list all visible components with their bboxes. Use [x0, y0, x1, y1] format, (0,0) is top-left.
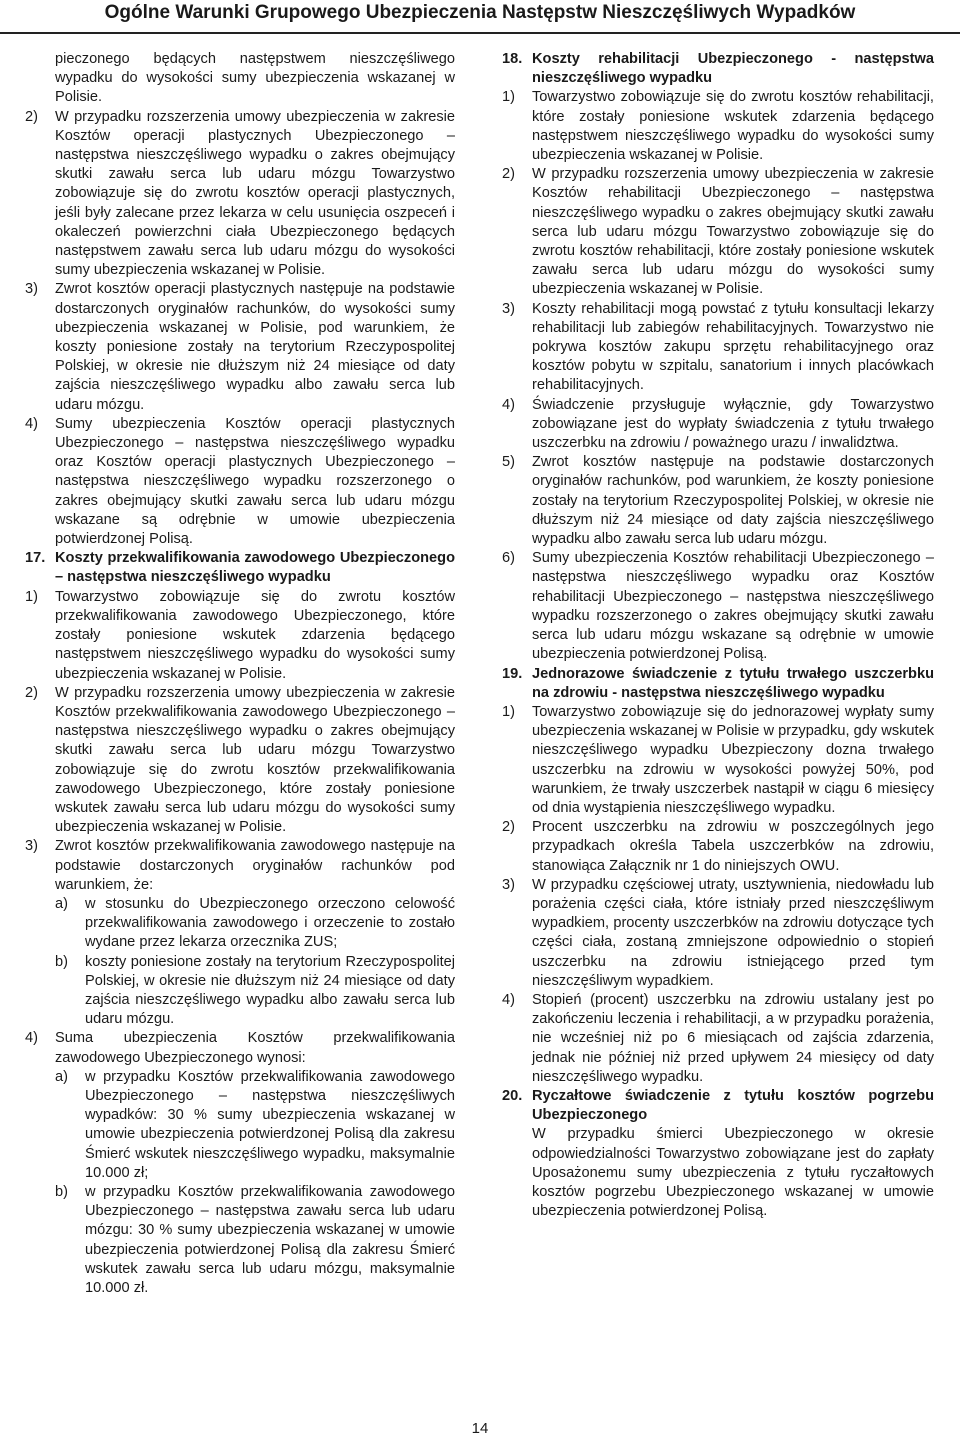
- sub-item-letter: a): [55, 895, 68, 912]
- list-item: [502, 991, 934, 1087]
- item-text: Stopień (procent) uszczerbku na zdrowiu ustalany jest po zakończeniu leczenia i rehabilitacji, a w przypadku porażenia, nie wcześniej niż po 6 miesiącach od zajścia zdarzenia, jednak nie później niż przed upływem 24 miesięcy od daty nieszczęśliwego wypadku.: [532, 991, 934, 1085]
- item-number: 5): [502, 454, 515, 471]
- sub-item: [55, 953, 455, 1030]
- item-number: 2): [502, 819, 515, 836]
- item-text: W przypadku częściowej utraty, usztywnienia, niedowładu lub porażenia części ciała, które istniały przed nieszczęśliwym wypadkiem, procenty uszczerbków na zdrowiu dotyczące tych części ciała, zostaną zmniejszone odpowiednio o stopień uszczerbku na zdrowiu istniejącego przed tym nieszczęśliwym wypadkiem.: [532, 876, 934, 989]
- section-heading: [25, 549, 455, 587]
- list-item: [25, 108, 455, 281]
- item-number: 2): [25, 108, 38, 125]
- left-column: [25, 50, 455, 1298]
- list-item: [502, 88, 934, 165]
- item-text: Suma ubezpieczenia Kosztów przekwalifikowania zawodowego Ubezpieczonego wynosi:: [55, 1030, 455, 1066]
- item-text: Towarzystwo zobowiązuje się do jednorazowej wypłaty sumy ubezpieczenia wskazanej w Polisie w przypadku, gdy wskutek nieszczęśliwego wypadku Ubezpieczony dozna trwałego uszczerbku na zdrowiu w wysokości powyżej 50%, pod warunkiem, że trwały uszczerbek nastąpił w ciągu 6 miesięcy od dnia wystąpienia nieszczęśliwego wypadku.: [532, 703, 934, 816]
- item-number: 3): [25, 281, 38, 298]
- sub-item-text: w przypadku Kosztów przekwalifikowania zawodowego Ubezpieczonego – następstwa nieszczęśliwych wypadków: 30 % sumy ubezpieczenia wskazanej w umowie ubezpieczenia potwierdzonej Polisą dla zakresu Śmierć wskutek nieszczęśliwego wypadku, maksymalnie 10.000 zł;: [85, 1068, 455, 1181]
- item-text: Świadczenie przysługuje wyłącznie, gdy Towarzystwo zobowiązane jest do wypłaty świadczenia z tytułu trwałego uszczerbku na zdrowiu / poważnego urazu / inwalidztwa.: [532, 396, 934, 452]
- item-text: W przypadku rozszerzenia umowy ubezpieczenia w zakresie Kosztów przekwalifikowania zawodowego Ubezpieczonego – następstwa nieszczęśliwego wypadku o zakres obejmujący skutki zawału serca lub udaru mózgu Towarzystwo zobowiązuje się do zwrotu kosztów przekwalifikowania zawodowego Ubezpieczonego, które zostały poniesione wskutek zawału serca lub udaru mózgu do wysokości sumy ubezpieczenia wskazanej w Polisie.: [55, 684, 455, 836]
- sub-item: [55, 1183, 455, 1298]
- sub-item-text: w przypadku Kosztów przekwalifikowania zawodowego Ubezpieczonego – następstwa zawału serca lub udaru mózgu: 30 % sumy ubezpieczenia wskazanej w umowie ubezpieczenia potwierdzonej Polisą dla zakresu Śmierć wskutek zawału serca lub udaru mózgu, maksymalnie 10.000 zł.: [85, 1183, 455, 1296]
- item-text: Zwrot kosztów przekwalifikowania zawodowego następuje na podstawie dostarczonych oryginałów rachunków pod warunkiem, że:: [55, 838, 455, 893]
- list-item: [502, 818, 934, 876]
- section-heading: [502, 50, 934, 88]
- list-item: [502, 876, 934, 991]
- item-text: Towarzystwo zobowiązuje się do zwrotu kosztów rehabilitacji, które zostały poniesione wskutek zdarzenia będącego następstwem nieszczęśliwego wypadku do wysokości sumy ubezpieczenia wskazanej w Polisie.: [532, 89, 934, 164]
- sub-item: [55, 895, 455, 953]
- list-item: [502, 453, 934, 549]
- item-text: Towarzystwo zobowiązuje się do zwrotu kosztów przekwalifikowania zawodowego Ubezpieczonego, które zostały poniesione wskutek zdarzenia będącego następstwem nieszczęśliwego wypadku do wysokości sumy ubezpieczenia wskazanej w Polisie.: [55, 588, 455, 682]
- sub-item-letter: a): [55, 1068, 68, 1085]
- item-number: 3): [502, 300, 515, 317]
- sub-item-letter: b): [55, 1183, 68, 1200]
- item-text: Zwrot kosztów operacji plastycznych następuje na podstawie dostarczonych oryginałów rachunków, do wysokości sumy ubezpieczenia wskazanej w Polisie, pod warunkiem, że koszty poniesione zostały na terytorium Rzeczypospolitej Polskiej, w okresie nie dłuższym niż 24 miesiące od daty zajścia nieszczęśliwego wypadku albo zawału serca lub udaru mózgu.: [55, 281, 455, 413]
- item-number: 1): [502, 89, 515, 106]
- item-text: Sumy ubezpieczenia Kosztów operacji plastycznych Ubezpieczonego – następstwa nieszczęśliwego wypadku oraz Kosztów operacji plastycznych Ubezpieczonego – następstwa nieszczęśliwego wypadku rozszerzonego o zakres obejmujący skutki zawału serca lub udaru mózgu wskazane są odrębnie w umowie ubezpieczenia potwierdzonej Polisą.: [55, 415, 455, 548]
- section-number: 20.: [502, 1087, 523, 1104]
- section-title: Koszty rehabilitacji Ubezpieczonego - następstwa nieszczęśliwego wypadku: [532, 51, 934, 87]
- continuation-text: pieczonego będących następstwem nieszczęśliwego wypadku do wysokości sumy ubezpieczenia wskazanej w Polisie.: [55, 51, 455, 106]
- list-item: [502, 396, 934, 454]
- list-item: [25, 684, 455, 838]
- item-number: 4): [502, 396, 515, 413]
- item-text: Zwrot kosztów następuje na podstawie dostarczonych oryginałów rachunków, pod warunkiem, że koszty poniesione zostały na terytorium Rzeczypospolitej Polskiej, w okresie nie dłuższym niż 24 miesiące od daty zajścia nieszczęśliwego wypadku albo zawału serca lub udaru mózgu.: [532, 454, 934, 548]
- item-number: 2): [25, 684, 38, 701]
- list-item: [25, 588, 455, 684]
- item-text: W przypadku rozszerzenia umowy ubezpieczenia w zakresie Kosztów operacji plastycznych Ubezpieczonego – następstwa nieszczęśliwego wypadku o zakres obejmujący skutki zawału serca lub udaru mózgu Towarzystwo zobowiązuje się do zwrotu kosztów operacji plastycznych, jeśli były zalecane przez lekarza w celu usunięcia oszpeceń i okaleczeń powierzchni ciała Ubezpieczonego będących następstwem zawału serca lub udaru mózgu do wysokości sumy ubezpieczenia wskazanej w Polisie.: [55, 108, 455, 279]
- section-number: 17.: [25, 550, 46, 567]
- section-number: 19.: [502, 665, 523, 682]
- sub-item-text: koszty poniesione zostały na terytorium Rzeczypospolitej Polskiej, w okresie nie dłuższym niż 24 miesiące od daty zajścia nieszczęśliwego wypadku albo zawału serca lub udaru mózgu.: [85, 953, 455, 1028]
- list-item: [25, 280, 455, 414]
- section-heading: [502, 1087, 934, 1125]
- item-number: 4): [25, 415, 38, 432]
- section-number: 18.: [502, 51, 523, 67]
- item-number: 3): [25, 838, 38, 855]
- section-paragraph: W przypadku śmierci Ubezpieczonego w okresie odpowiedzialności Towarzystwo zobowiązane jest do zapłaty Uposażonemu sumy ubezpieczenia z tytułu ryczałtowych kosztów pogrzebu Ubezpieczonego wskazanej w umowie ubezpieczenia potwierdzonej Polisą.: [532, 1126, 934, 1220]
- item-number: 4): [25, 1030, 38, 1047]
- item-text: Koszty rehabilitacji mogą powstać z tytułu konsultacji lekarzy rehabilitacji lub zabiegów rehabilitacyjnych. Towarzystwo nie pokrywa kosztów zakupu sprzętu rehabilitacyjnego oraz kosztów pobytu w szpitalu, sanatorium i innych placówkach rehabilitacyjnych.: [532, 300, 934, 394]
- right-column: [502, 50, 934, 1221]
- page-number: 14: [471, 1420, 489, 1437]
- section-heading: [502, 665, 934, 703]
- list-item: [25, 837, 455, 895]
- section-title: Ryczałtowe świadczenie z tytułu kosztów pogrzebu Ubezpieczonego: [532, 1087, 934, 1124]
- item-text: Sumy ubezpieczenia Kosztów rehabilitacji Ubezpieczonego – następstwa nieszczęśliwego wypadku oraz Kosztów rehabilitacji Ubezpieczonego – następstwa nieszczęśliwego wypadku rozszerzonego o zakres obejmujący skutki zawału serca lub udaru mózgu wskazane są odrębnie w umowie ubezpieczenia potwierdzonej Polisą.: [532, 550, 934, 663]
- list-item: [25, 415, 455, 549]
- sub-item-text: w stosunku do Ubezpieczonego orzeczono celowość przekwalifikowania zawodowego i orzeczenie to zostało wydane przez lekarza orzecznika ZUS;: [85, 895, 455, 951]
- section-title: Jednorazowe świadczenie z tytułu trwałego uszczerbku na zdrowiu - następstwa nieszczęśliwego wypadku: [532, 665, 934, 701]
- header-divider: [0, 32, 960, 34]
- item-number: 1): [502, 703, 515, 720]
- sub-item: [55, 1068, 455, 1183]
- item-number: 4): [502, 991, 515, 1008]
- list-item: [25, 1029, 455, 1067]
- list-item: [502, 165, 934, 299]
- document-header-title: Ogólne Warunki Grupowego Ubezpieczenia Następstw Nieszczęśliwych Wypadków: [104, 2, 856, 23]
- item-number: 3): [502, 876, 515, 893]
- item-number: 6): [502, 550, 515, 567]
- item-number: 2): [502, 166, 515, 183]
- section-title: Koszty przekwalifikowania zawodowego Ubezpieczonego – następstwa nieszczęśliwego wypadku: [55, 550, 455, 586]
- sub-item-letter: b): [55, 953, 68, 970]
- item-number: 1): [25, 588, 38, 605]
- list-item: [502, 300, 934, 396]
- list-item: [502, 703, 934, 818]
- list-item: [502, 549, 934, 664]
- item-text: W przypadku rozszerzenia umowy ubezpieczenia w zakresie Kosztów rehabilitacji Ubezpieczonego – następstwa nieszczęśliwego wypadku o zakres obejmujący skutki zawału serca lub udaru mózgu Towarzystwo zobowiązuje się do zwrotu kosztów rehabilitacji, które zostały poniesione wskutek zawału serca lub udaru mózgu do wysokości sumy ubezpieczenia wskazanej w Polisie.: [532, 166, 934, 298]
- item-text: Procent uszczerbku na zdrowiu w poszczególnych jego przypadkach określa Tabela uszczerbków na zdrowiu, stanowiąca Załącznik nr 1 do niniejszych OWU.: [532, 819, 934, 874]
